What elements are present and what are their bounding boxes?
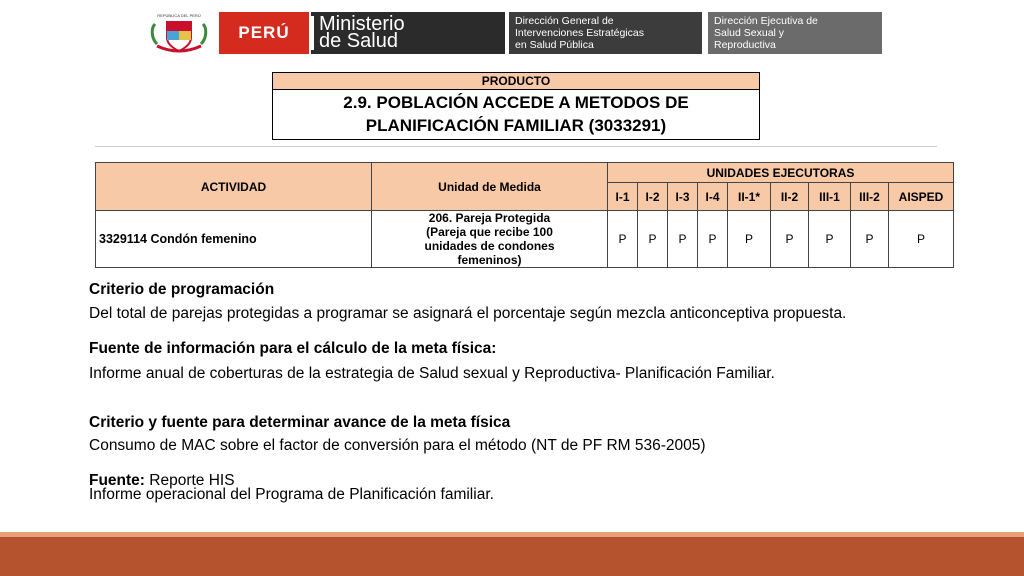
dgiesp-label: [509, 12, 702, 54]
unidad-line2: (Pareja que recibe 100: [426, 225, 553, 239]
product-label: PRODUCTO: [273, 73, 759, 90]
fuente-text: Informe anual de coberturas de la estrategia de Salud sexual y Reproductiva- Planificación Familiar.: [89, 365, 775, 382]
cell-value: P: [728, 211, 771, 268]
col-header-actividad: ACTIVIDAD: [96, 163, 372, 211]
avance-text: Consumo de MAC sobre el factor de conversión para el método (NT de PF RM 536-2005): [89, 437, 706, 454]
cell-value: P: [809, 211, 851, 268]
criterio-title: Criterio de programación: [89, 281, 275, 298]
cell-value: P: [889, 211, 954, 268]
fuente2-value: Reporte HIS: [144, 472, 235, 489]
unit-header: II-2: [771, 183, 809, 211]
minsa-line2: de Salud: [319, 30, 398, 52]
activity-table: [95, 162, 954, 268]
unit-header: I-2: [638, 183, 668, 211]
ministerio-de-salud-logo: [311, 12, 505, 54]
header-banner: [145, 12, 882, 54]
unit-header: II-1*: [728, 183, 771, 211]
unidad-line1: 206. Pareja Protegida: [428, 211, 551, 225]
dgiesp-line1: Dirección General de: [515, 15, 614, 27]
divider: [95, 146, 937, 147]
fuente-title: Fuente de información para el cálculo de la meta física:: [89, 340, 497, 357]
unit-header: III-1: [809, 183, 851, 211]
cell-value: P: [608, 211, 638, 268]
shield-caption: REPÚBLICA DEL PERÚ: [157, 13, 201, 18]
shield-icon: [149, 18, 209, 54]
dgiesp-line3: en Salud Pública: [515, 39, 594, 51]
dess-line2: Salud Sexual y: [714, 27, 785, 39]
cell-actividad: 3329114 Condón femenino: [96, 211, 372, 268]
dgiesp-line2: Intervenciones Estratégicas: [515, 27, 644, 39]
peru-label: PERÚ: [219, 12, 309, 54]
fuente2-label: Fuente:: [89, 472, 145, 489]
dess-line1: Dirección Ejecutiva de: [714, 15, 818, 27]
cell-unidad: [372, 211, 608, 268]
informe-text: Informe operacional del Programa de Planificación familiar.: [89, 486, 494, 503]
cell-value: P: [638, 211, 668, 268]
unit-header: III-2: [851, 183, 889, 211]
dess-label: [708, 12, 882, 54]
product-box: [272, 72, 760, 140]
cell-value: P: [771, 211, 809, 268]
table-row: [96, 211, 954, 268]
dess-line3: Reproductiva: [714, 39, 776, 51]
unit-header: I-1: [608, 183, 638, 211]
unit-header: I-3: [668, 183, 698, 211]
unit-header: I-4: [698, 183, 728, 211]
criterio-text: Del total de parejas protegidas a programar se asignará el porcentaje según mezcla anticonceptiva propuesta.: [89, 305, 847, 322]
unidad-line4: femeninos): [457, 253, 522, 267]
avance-title: Criterio y fuente para determinar avance de la meta física: [89, 414, 511, 431]
footer-bar: [0, 537, 1024, 576]
product-title: 2.9. POBLACIÓN ACCEDE A METODOS DE PLANIFICACIÓN FAMILIAR (3033291): [343, 93, 689, 135]
cell-value: P: [698, 211, 728, 268]
unidad-line3: unidades de condones: [424, 239, 555, 253]
minsa-line1: Ministerio: [319, 13, 405, 35]
coat-of-arms-logo: [145, 12, 213, 54]
cell-value: P: [851, 211, 889, 268]
col-header-unidad: Unidad de Medida: [372, 163, 608, 211]
unit-header: AISPED: [889, 183, 954, 211]
col-header-unidades-ejecutoras: UNIDADES EJECUTORAS: [608, 163, 954, 183]
cell-value: P: [668, 211, 698, 268]
